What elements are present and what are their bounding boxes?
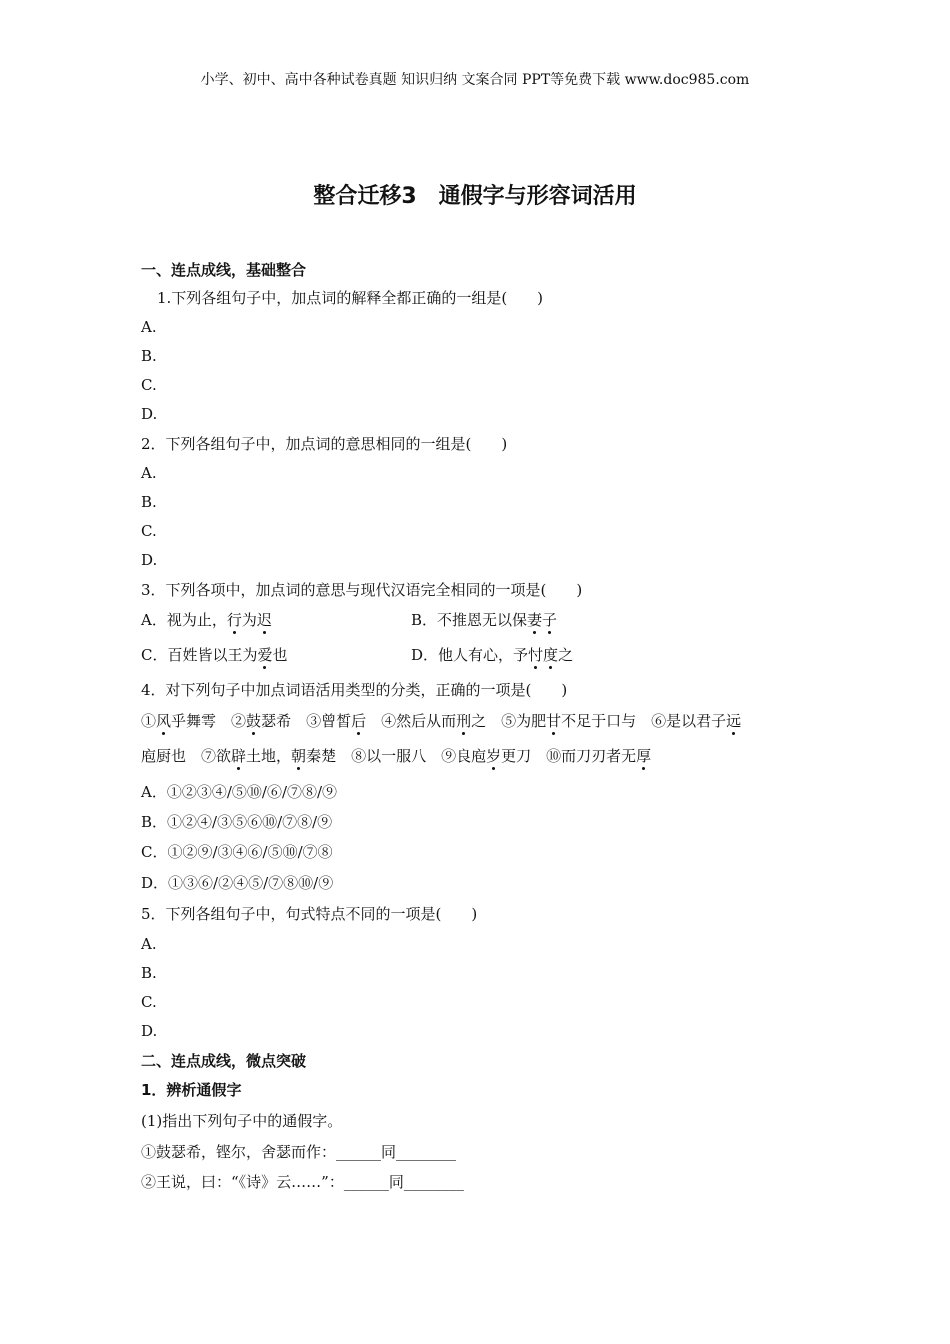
sentence-text: 瑟希 ③曾皙 <box>261 712 352 730</box>
page-title: 整合迁移3 通假字与形容词活用 <box>313 184 637 209</box>
question-3-option-d: D．他人有心，予忖度之 <box>411 646 574 664</box>
sentence-text: ① <box>141 712 157 730</box>
sentence-text: 秦楚 ⑧以一服八 ⑨良庖 <box>306 747 487 765</box>
question-1-stem: 1.下列各组句子中，加点词的解释全都正确的一组是( ) <box>157 289 544 307</box>
question-4-stem: 4．对下列句子中加点词语活用类型的分类，正确的一项是( ) <box>141 681 568 699</box>
subsection-heading: 1．辨析通假字 <box>141 1081 242 1099</box>
sentence-text: 不足于口与 ⑥是以君子 <box>561 712 727 730</box>
sentence-text: 庖厨也 ⑦欲 <box>141 747 232 765</box>
dotted-char: 岁 <box>486 747 502 765</box>
dotted-char: 忖 <box>528 646 544 664</box>
dotted-char: 度 <box>543 646 559 664</box>
sentence-text: 之 ⑤为肥 <box>471 712 547 730</box>
dotted-char: 妻 <box>527 611 543 629</box>
question-1-option-d: D. <box>141 405 158 423</box>
question-2-option-c: C. <box>141 522 157 540</box>
dotted-char: 行 <box>226 611 242 629</box>
dotted-char: 刑 <box>456 712 472 730</box>
question-3-option-b: B．不推恩无以保妻子 <box>411 611 558 629</box>
dotted-char: 厚 <box>636 747 652 765</box>
question-4-sentences-line-2 <box>141 746 651 766</box>
question-4-option-a: A．①②③④/⑤⑩/⑥/⑦⑧/⑨ <box>141 783 338 801</box>
sentence-text: 乎舞雩 ② <box>171 712 247 730</box>
question-5-option-d: D. <box>141 1022 158 1040</box>
question-4-option-c: C．①②⑨/③④⑥/⑤⑩/⑦⑧ <box>141 843 333 861</box>
dotted-char: 风 <box>156 712 172 730</box>
dotted-char: 甘 <box>546 712 562 730</box>
fill-blank-1: ①鼓瑟希，铿尔，舍瑟而作：______同________ <box>141 1143 457 1161</box>
dotted-char: 远 <box>726 712 742 730</box>
question-2-option-a: A. <box>141 464 157 482</box>
section-heading-2: 二、连点成线，微点突破 <box>141 1052 307 1070</box>
dotted-char: 朝 <box>291 747 307 765</box>
question-1-option-c: C. <box>141 376 157 394</box>
question-2-option-d: D. <box>141 551 158 569</box>
question-3-option-a: A．视为止，行为迟 <box>141 611 272 629</box>
question-5-option-c: C. <box>141 993 157 1011</box>
page-header: 小学、初中、高中各种试卷真题 知识归纳 文案合同 PPT等免费下载 www.doc985.com <box>200 72 750 88</box>
question-1-option-a: A. <box>141 318 157 336</box>
question-4-sentences-line-1 <box>141 711 741 731</box>
fill-blank-2: ②王说，曰：“《诗》云……”：______同________ <box>141 1173 464 1191</box>
question-1-option-b: B. <box>141 347 157 365</box>
dotted-char: 鼓 <box>246 712 262 730</box>
dotted-char: 迟 <box>256 611 272 629</box>
dotted-char: 后 <box>351 712 367 730</box>
question-5-stem: 5．下列各组句子中，句式特点不同的一项是( ) <box>141 905 478 923</box>
sentence-text: ④然后从而 <box>366 712 457 730</box>
question-3-option-c: C．百姓皆以王为爱也 <box>141 646 288 664</box>
sentence-text: 土地， <box>246 747 292 765</box>
dotted-char: 子 <box>542 611 558 629</box>
question-5-option-a: A. <box>141 935 157 953</box>
question-5-option-b: B. <box>141 964 157 982</box>
section-heading-1: 一、连点成线，基础整合 <box>141 261 307 279</box>
subsection-instruction: (1)指出下列句子中的通假字。 <box>141 1112 343 1130</box>
dotted-char: 辟 <box>231 747 247 765</box>
question-2-option-b: B. <box>141 493 157 511</box>
dotted-char: 爱 <box>257 646 273 664</box>
question-3-stem: 3．下列各项中，加点词的意思与现代汉语完全相同的一项是( ) <box>141 581 583 599</box>
question-4-option-d: D．①③⑥/②④⑤/⑦⑧⑩/⑨ <box>141 874 334 892</box>
sentence-text: 更刀 ⑩而刀刃者无 <box>501 747 637 765</box>
question-4-option-b: B．①②④/③⑤⑥⑩/⑦⑧/⑨ <box>141 813 333 831</box>
question-2-stem: 2．下列各组句子中，加点词的意思相同的一组是( ) <box>141 435 508 453</box>
